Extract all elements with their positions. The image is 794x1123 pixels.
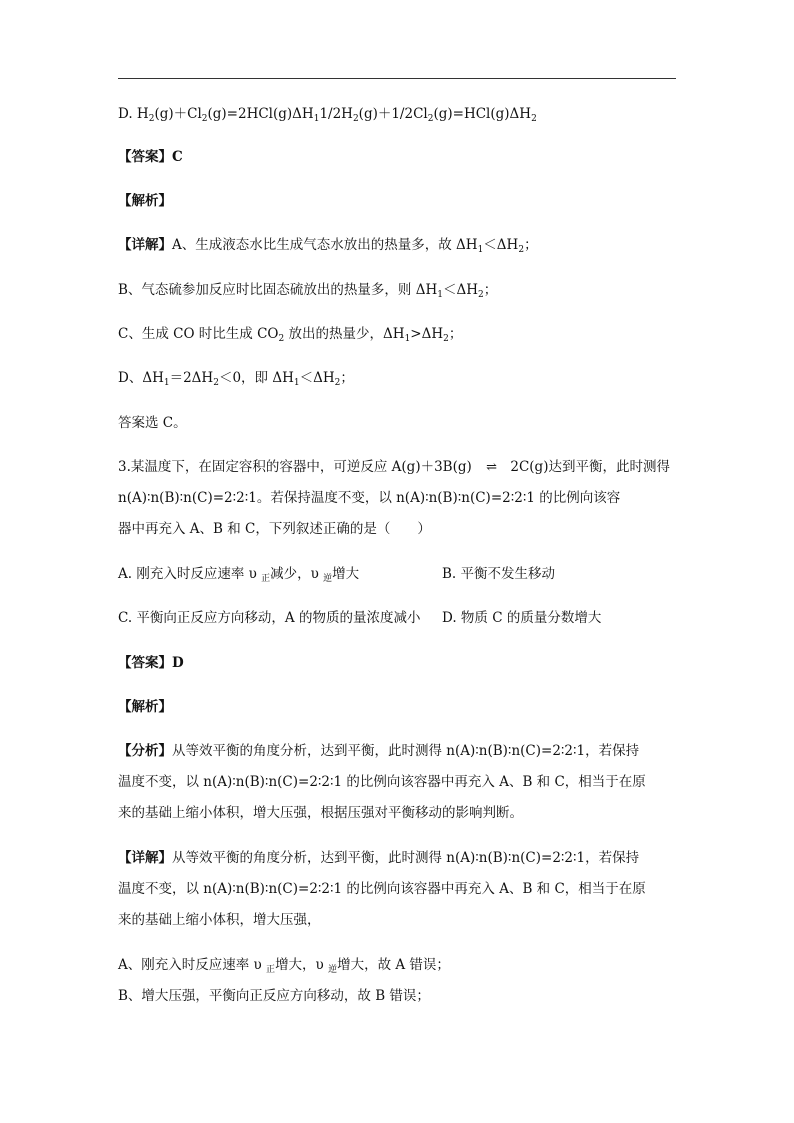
detail-line-c: C、生成 CO 时比生成 $CO_2$ 放出的热量少，$\Delta H_1>\Delta H_2$； (118, 326, 463, 344)
detail-line-d: D、$\Delta H_1=2\Delta H_2<0$，即 $\Delta H_1<\Delta H_2$； (118, 370, 354, 388)
analysis-heading-2: 【解析】 (118, 699, 172, 715)
question-3-line-3: 器中再充入 A、B 和 C，下列叙述正确的是（ ） (118, 521, 431, 537)
option-d-equation: D. $H_2(g)+Cl_2(g)=2HCl(g)\Delta H_11/2H_2(g)+1/2Cl_2(g)=HCl(g)\Delta H_2$ (118, 106, 537, 124)
analysis-heading: 【解析】 (118, 193, 172, 209)
question-3-line-2: n(A)∶n(B)∶n(C)=2∶2∶1。若保持温度不变，以 n(A)∶n(B)∶n(C)=2∶2∶1 的比例向该容 (118, 490, 621, 506)
option-a: A. 刚充入时反应速率 υ $_正$减少，υ $_逆$增大 (118, 566, 360, 584)
option-c: C. 平衡向正反应方向移动，A 的物质的量浓度减小 (118, 610, 421, 626)
detail-line-b: B、气态硫参加反应时比固态硫放出的热量多，则 $\Delta H_1<\Delta H_2$； (118, 282, 498, 300)
detail2-line-b: B、增大压强，平衡向正反应方向移动，故 B 错误； (118, 988, 430, 1004)
answer-selection: 答案选 C。 (118, 415, 187, 431)
option-b: B. 平衡不发生移动 (442, 566, 556, 582)
detail2-line-3: 来的基础上缩小体积，增大压强， (118, 912, 321, 928)
question-3-line-1: 3.某温度下，在固定容积的容器中，可逆反应 A(g)＋3B(g) ⇌ 2C(g)达到平衡，此时测得 (118, 457, 670, 478)
detail2-line-1: 【详解】从等效平衡的角度分析，达到平衡，此时测得 n(A)∶n(B)∶n(C)=2∶2∶1，若保持 (118, 850, 640, 866)
detail-line-a: 【详解】A、生成液态水比生成气态水放出的热量多，故 $\Delta H_1<\Delta H_2$； (118, 237, 538, 255)
answer-heading-2: 【答案】D (118, 655, 184, 671)
option-d: D. 物质 C 的质量分数增大 (442, 610, 602, 626)
analysis-line-1: 【分析】从等效平衡的角度分析，达到平衡，此时测得 n(A)∶n(B)∶n(C)=2∶2∶1，若保持 (118, 743, 640, 759)
equilibrium-arrow-icon: ⇌ (486, 460, 497, 475)
analysis-line-3: 来的基础上缩小体积，增大压强，根据压强对平衡移动的影响判断。 (118, 805, 523, 821)
answer-heading: 【答案】C (118, 149, 183, 165)
analysis-line-2: 温度不变，以 n(A)∶n(B)∶n(C)=2∶2∶1 的比例向该容器中再充入 A、B 和 C，相当于在原 (118, 774, 646, 790)
detail2-line-a: A、刚充入时反应速率 υ $_正$增大，υ $_逆$增大，故 A 错误； (118, 957, 450, 975)
detail2-line-2: 温度不变，以 n(A)∶n(B)∶n(C)=2∶2∶1 的比例向该容器中再充入 A、B 和 C，相当于在原 (118, 881, 646, 897)
header-rule (118, 78, 676, 79)
